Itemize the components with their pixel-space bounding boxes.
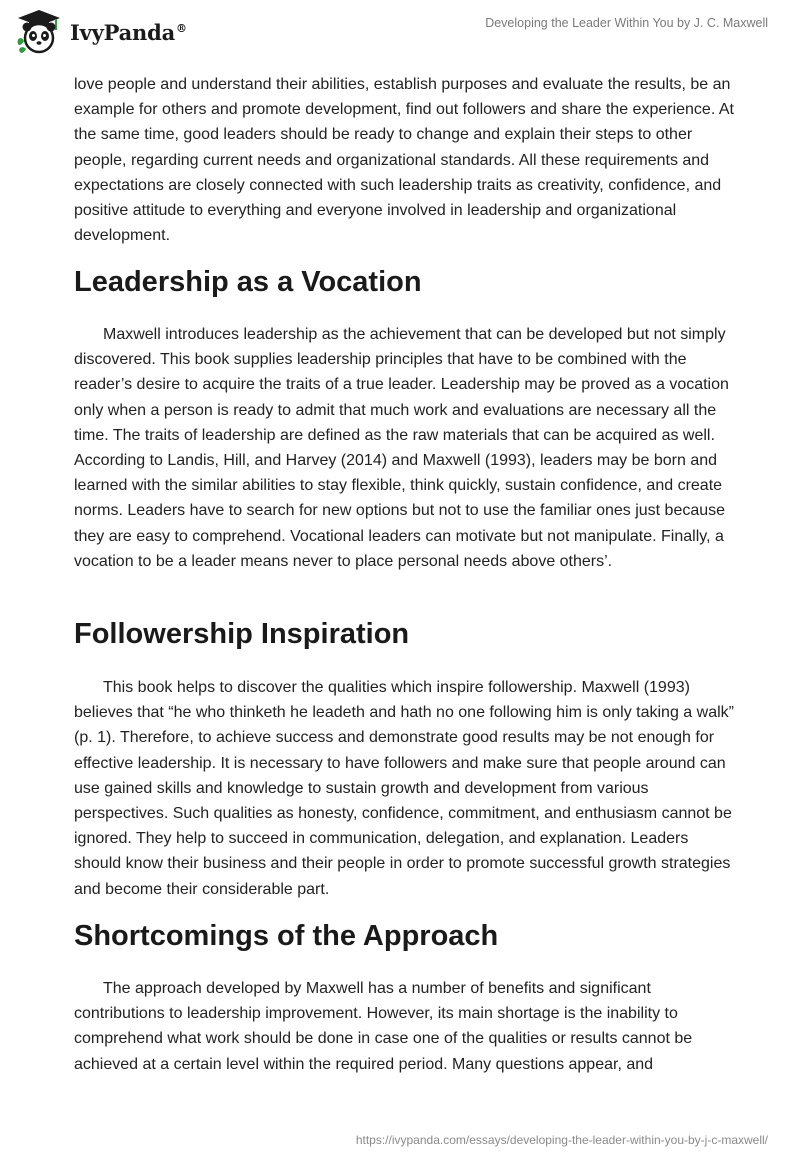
brand-name [70,20,187,45]
brand-name-text: IvyPanda [70,19,176,45]
panda-mascot-icon [14,8,64,56]
source-url-link[interactable]: https://ivypanda.com/essays/developing-the-leader-within-you-by-j-c-maxwell/ [355,1133,768,1147]
intro-paragraph: love people and understand their abilities, establish purposes and evaluate the results, be an example for others and promote development, find out followers and share the experience. At the same time, good leaders should be ready to change and explain their steps to other people, regarding current needs and organizational standards. All these requirements and expectations are closely connected with such leadership traits as creativity, confidence, and positive attitude to everything and everyone involved in leadership and organizational development. [74,76,734,245]
page-header [0,0,800,62]
section-heading-vocation: Leadership as a Vocation [74,266,422,298]
ivypanda-logo[interactable] [14,8,187,56]
section-paragraph-shortcomings: The approach developed by Maxwell has a number of benefits and significant contributions to leadership improvement. However, its main shortage is the inability to comprehend what work should be done in case one of the qualities or results cannot be achieved at a certain level within the required period. Many questions appear, and [74,980,693,1073]
section-paragraph-vocation: Maxwell introduces leadership as the achievement that can be developed but not simply discovered. This book supplies leadership principles that have to be combined with the reader’s desire to acquire the traits of a true leader. Leadership may be proved as a vocation only when a person is ready to admit that much work and evaluations are necessary all the time. The traits of leadership are defined as the raw materials that can be acquired as well. According to Landis, Hill, and Harvey (2014) and Maxwell (1993), leaders may be born and learned with the similar abilities to stay flexible, think quickly, sustain confidence, and create norms. Leaders have to search for new options but not to use the familiar ones just because they are easy to comprehend. Vocational leaders can motivate but not manipulate. Finally, a vocation to be a leader means never to place personal needs above others’. [74,326,729,570]
section-paragraph-followership: This book helps to discover the qualities which inspire followership. Maxwell (1993) believes that “he who thinketh he leadeth and hath no one following him is only taking a walk” (p. 1). Therefore, to achieve success and demonstrate good results may be not enough for effective leadership. It is necessary to have followers and make sure that people around can use gained skills and knowledge to sustain growth and development from various perspectives. Such qualities as honesty, confidence, commitment, and enthusiasm cannot be ignored. They help to succeed in communication, delegation, and explanation. Leaders should know their business and their people in order to promote successful growth strategies and become their considerable part. [74,679,734,898]
running-title: Developing the Leader Within You by J. C. Maxwell [485,16,768,30]
section-heading-followership: Followership Inspiration [74,618,410,650]
section-heading-shortcomings: Shortcomings of the Approach [74,920,499,952]
registered-mark: ® [176,21,187,35]
